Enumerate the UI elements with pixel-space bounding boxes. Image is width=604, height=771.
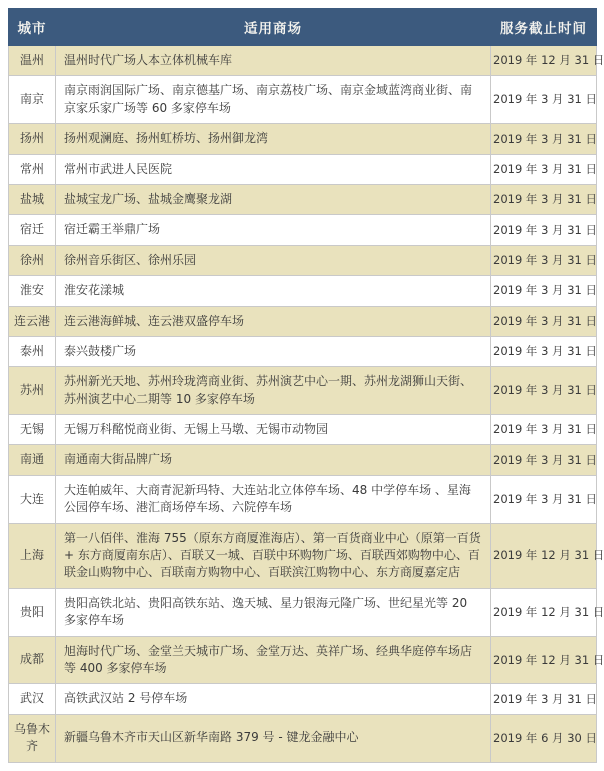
- deadline-cell: 2019 年 3 月 31 日: [491, 684, 597, 714]
- table-row: [9, 245, 597, 275]
- table-row: [9, 415, 597, 445]
- table-row: [9, 636, 597, 684]
- deadline-cell: 2019 年 3 月 31 日: [491, 184, 597, 214]
- column-header-malls: 适用商场: [56, 9, 491, 46]
- city-cell: 盐城: [9, 184, 56, 214]
- table-row: [9, 184, 597, 214]
- malls-cell: 常州市武进人民医院: [56, 154, 491, 184]
- table-row: [9, 46, 597, 76]
- deadline-cell: 2019 年 12 月 31 日: [491, 46, 597, 76]
- malls-cell: 泰兴鼓楼广场: [56, 336, 491, 366]
- table-row: [9, 306, 597, 336]
- city-cell: 连云港: [9, 306, 56, 336]
- malls-cell: 大连帕威年、大商青泥新玛特、大连站北立体停车场、48 中学停车场 、星海公园停车场、港汇商场停车场、六院停车场: [56, 475, 491, 523]
- malls-cell: 苏州新光天地、苏州玲珑湾商业街、苏州演艺中心一期、苏州龙湖狮山天街、苏州演艺中心二期等 10 多家停车场: [56, 367, 491, 415]
- malls-cell: 南京雨润国际广场、南京德基广场、南京荔枝广场、南京金域蓝湾商业街、南京家乐家广场等 60 多家停车场: [56, 76, 491, 124]
- deadline-cell: 2019 年 12 月 31 日: [491, 523, 597, 588]
- table-row: [9, 475, 597, 523]
- deadline-cell: 2019 年 6 月 30 日: [491, 714, 597, 762]
- city-cell: 温州: [9, 46, 56, 76]
- city-cell: 南京: [9, 76, 56, 124]
- table-row: [9, 215, 597, 245]
- malls-cell: 无锡万科酩悦商业街、无锡上马墩、无锡市动物园: [56, 415, 491, 445]
- malls-cell: 扬州观澜庭、扬州虹桥坊、扬州御龙湾: [56, 124, 491, 154]
- deadline-cell: 2019 年 3 月 31 日: [491, 245, 597, 275]
- deadline-cell: 2019 年 3 月 31 日: [491, 306, 597, 336]
- malls-cell: 新疆乌鲁木齐市天山区新华南路 379 号 - 键龙金融中心: [56, 714, 491, 762]
- city-cell: 苏州: [9, 367, 56, 415]
- deadline-cell: 2019 年 3 月 31 日: [491, 124, 597, 154]
- table-row: [9, 276, 597, 306]
- header-row: [9, 9, 597, 46]
- table-row: [9, 684, 597, 714]
- column-header-city: 城市: [9, 9, 56, 46]
- city-cell: 大连: [9, 475, 56, 523]
- table-row: [9, 154, 597, 184]
- table-row: [9, 367, 597, 415]
- city-cell: 贵阳: [9, 588, 56, 636]
- deadline-cell: 2019 年 3 月 31 日: [491, 415, 597, 445]
- table-row: [9, 523, 597, 588]
- malls-cell: 连云港海鲜城、连云港双盛停车场: [56, 306, 491, 336]
- mall-service-table: [8, 8, 604, 763]
- column-header-deadline: 服务截止时间: [491, 9, 597, 46]
- city-cell: 上海: [9, 523, 56, 588]
- malls-cell: 徐州音乐街区、徐州乐园: [56, 245, 491, 275]
- city-cell: 乌鲁木齐: [9, 714, 56, 762]
- malls-cell: 盐城宝龙广场、盐城金鹰聚龙湖: [56, 184, 491, 214]
- city-cell: 成都: [9, 636, 56, 684]
- city-cell: 淮安: [9, 276, 56, 306]
- deadline-cell: 2019 年 3 月 31 日: [491, 336, 597, 366]
- malls-cell: 温州时代广场人本立体机械车库: [56, 46, 491, 76]
- table-body: [9, 46, 604, 763]
- table-row: [9, 124, 597, 154]
- deadline-cell: 2019 年 3 月 31 日: [491, 76, 597, 124]
- malls-cell: 第一八佰伴、淮海 755（原东方商厦淮海店）、第一百货商业中心（原第一百货 + 东方商厦南东店）、百联又一城、百联中环购物广场、百联西郊购物中心、百联金山购物中心、百联南方购物中心、百联滨江购物中心、东方商厦嘉定店: [56, 523, 491, 588]
- deadline-cell: 2019 年 12 月 31 日: [491, 636, 597, 684]
- deadline-cell: 2019 年 3 月 31 日: [491, 276, 597, 306]
- table-row: [9, 445, 597, 475]
- table-row: [9, 76, 597, 124]
- deadline-cell: 2019 年 3 月 31 日: [491, 445, 597, 475]
- table-row: [9, 714, 597, 762]
- malls-cell: 贵阳高铁北站、贵阳高铁东站、逸天城、星力银海元隆广场、世纪星光等 20 多家停车场: [56, 588, 491, 636]
- table-header: [9, 9, 597, 46]
- table-row: [9, 588, 597, 636]
- city-cell: 南通: [9, 445, 56, 475]
- city-cell: 无锡: [9, 415, 56, 445]
- deadline-cell: 2019 年 12 月 31 日: [491, 588, 597, 636]
- city-cell: 常州: [9, 154, 56, 184]
- malls-cell: 淮安花漾城: [56, 276, 491, 306]
- malls-cell: 旭海时代广场、金堂兰天城市广场、金堂万达、英祥广场、经典华庭停车场店等 400 多家停车场: [56, 636, 491, 684]
- city-cell: 徐州: [9, 245, 56, 275]
- malls-cell: 宿迁霸王举鼎广场: [56, 215, 491, 245]
- deadline-cell: 2019 年 3 月 31 日: [491, 475, 597, 523]
- city-cell: 泰州: [9, 336, 56, 366]
- malls-cell: 南通南大街品牌广场: [56, 445, 491, 475]
- city-cell: 扬州: [9, 124, 56, 154]
- table-row: [9, 336, 597, 366]
- deadline-cell: 2019 年 3 月 31 日: [491, 367, 597, 415]
- malls-cell: 高铁武汉站 2 号停车场: [56, 684, 491, 714]
- city-cell: 宿迁: [9, 215, 56, 245]
- city-cell: 武汉: [9, 684, 56, 714]
- deadline-cell: 2019 年 3 月 31 日: [491, 154, 597, 184]
- deadline-cell: 2019 年 3 月 31 日: [491, 215, 597, 245]
